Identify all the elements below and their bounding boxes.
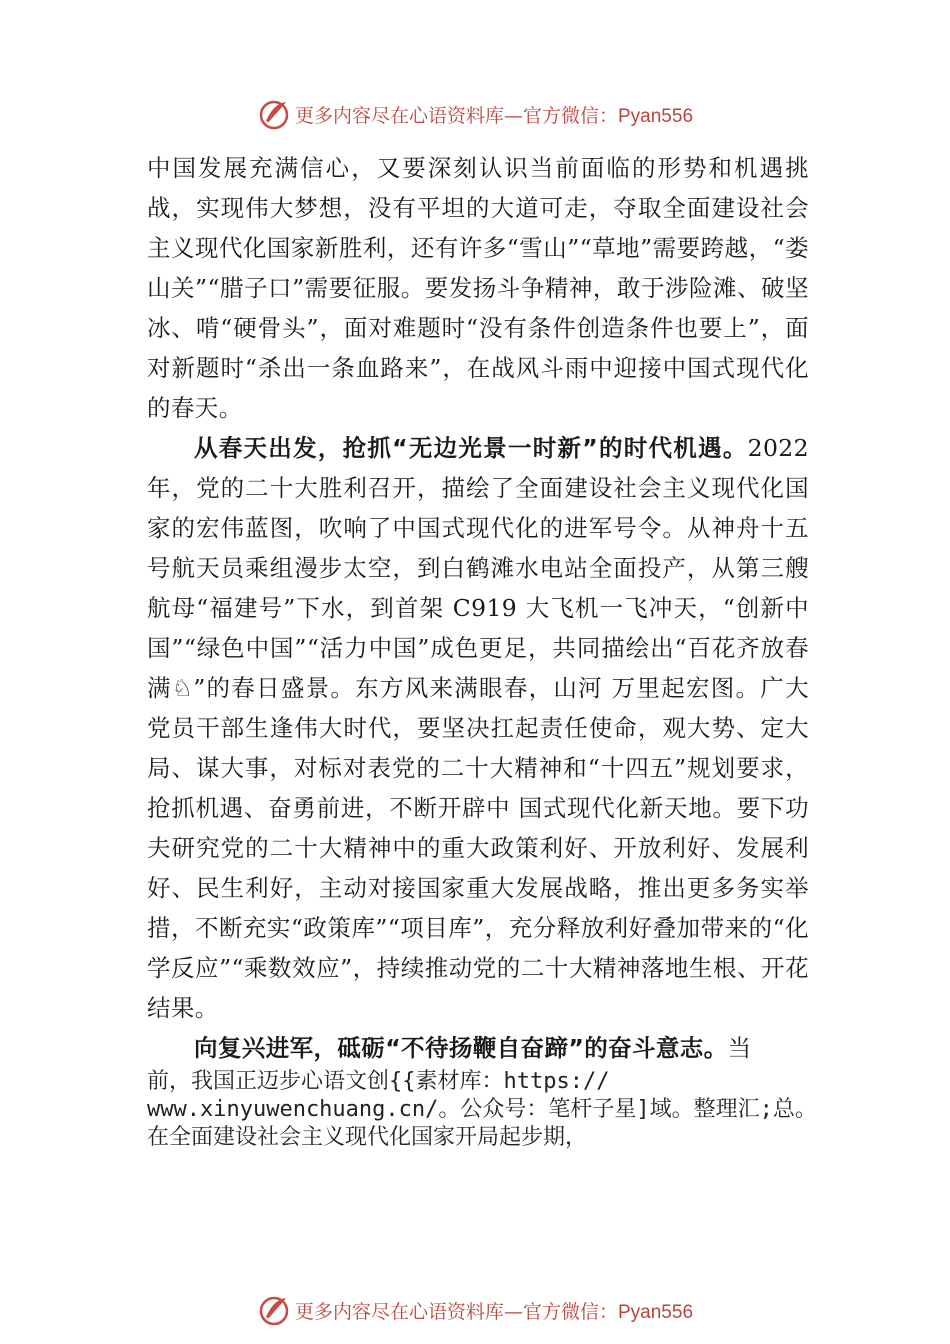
document-body <box>147 148 817 1152</box>
tail-line-1: 前，我国正迈步心语文创{{素材库：https:// <box>147 1069 610 1094</box>
tail-line-2: www.xinyuwenchuang.cn/。公众号：笔杆子星]域。整理汇;总。 <box>147 1097 817 1122</box>
paragraph-2-body: 2022年，党的二十大胜利召开，描绘了全面建设社会主义现代化国家的宏伟蓝图，吹响了中国式现代化的进军号令。从神舟十五号航天员乘组漫步太空，到白鹤滩水电站全面投产，从第三艘航母“福建号”下水，到首架 C919 大飞机一飞冲天，“创新中国”“绿色中国”“活力中国”成色更足，共同描绘出“百花齐放春满♘”的春日盛景。东方风来满眼春，山河 万里起宏图。广大党员干部生逢伟大时代，要坚决扛起责任使命，观大势、定大局、谋大事，对标对表党的二十大精神和“十四五”规划要求，抢抓机遇、奋勇前进，不断开辟中 国式现代化新天地。要下功夫研究党的二十大精神中的重大政策利好、开放利好、发展利好、民生利好，主动对接国家重大发展战略，推出更多务实举措，不断充实“政策库”“项目库”，充分释放利好叠加带来的“化学反应”“乘数效应”，持续推动党的二十大精神落地生根、开花结果。 <box>147 434 809 1022</box>
brand-logo-icon <box>257 1293 291 1327</box>
header-banner <box>0 94 950 134</box>
paragraph-1: 中国发展充满信心，又要深刻认识当前面临的形势和机遇挑战，实现伟大梦想，没有平坦的大道可走，夺取全面建设社会主义现代化国家新胜利，还有许多“雪山”“草地”需要跨越，“娄山关”“腊子口”需要征服。要发扬斗争精神，敢于涉险滩、破坚冰、啃“硬骨头”，面对难题时“没有条件创造条件也要上”，面对新题时“杀出一条血路来”，在战风斗雨中迎接中国式现代化的春天。 <box>147 154 809 422</box>
paragraph-3 <box>147 1028 809 1068</box>
paragraph-3-body: 当 <box>727 1034 752 1062</box>
footer-text: 更多内容尽在心语资料库—官方微信：Pyan556 <box>294 1300 694 1323</box>
brand-logo-icon <box>257 97 291 131</box>
paragraph-2-lead: 从春天出发，抢抓“无边光景一时新”的时代机遇。 <box>194 434 748 462</box>
footer-banner <box>0 1290 950 1330</box>
paragraph-2 <box>147 428 809 1028</box>
header-text: 更多内容尽在心语资料库—官方微信：Pyan556 <box>294 104 694 127</box>
tail-line-3: 在全面建设社会主义现代化国家开局起步期， <box>147 1125 588 1150</box>
paragraph-3-lead: 向复兴进军，砥砺“不待扬鞭自奋蹄”的奋斗意志。 <box>194 1034 728 1062</box>
